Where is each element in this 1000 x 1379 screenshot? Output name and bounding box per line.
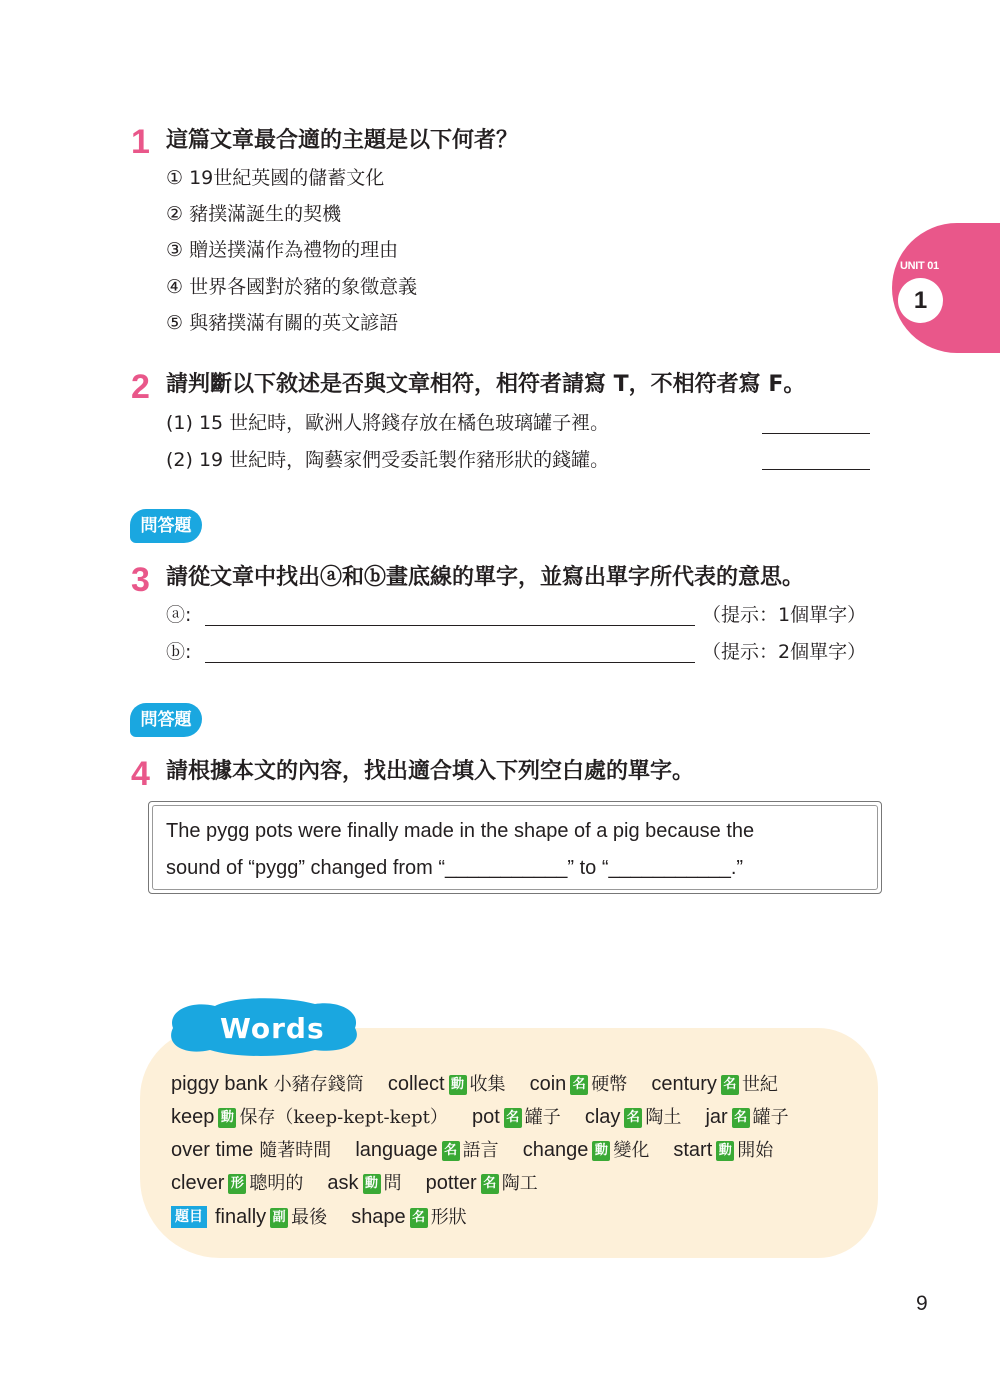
q1-option-2: ② 豬撲滿誕生的契機 (166, 203, 342, 225)
word-coin: coin (529, 1073, 567, 1095)
word-language: language (355, 1139, 438, 1161)
words-line-5 (171, 1206, 467, 1228)
q3-item-b-hint: （提示：2個單字） (702, 641, 867, 663)
q3-badge: 問答題 (130, 509, 202, 543)
word-collect-meaning: 收集 (469, 1074, 506, 1095)
q1-option-5: ⑤ 與豬撲滿有關的英文諺語 (166, 312, 399, 334)
word-change-meaning: 變化 (613, 1140, 650, 1161)
word-potter: potter (425, 1172, 477, 1194)
word-jar-meaning: 罐子 (752, 1107, 789, 1128)
q4-number: 4 (131, 755, 150, 793)
pos-noun-badge: 名 (504, 1108, 522, 1128)
pos-adj-badge: 形 (228, 1174, 246, 1194)
words-line-3 (171, 1140, 773, 1161)
q1-question: 這篇文章最合適的主題是以下何者？ (166, 128, 519, 153)
word-ask-meaning: 問 (383, 1173, 402, 1194)
words-line-1 (171, 1074, 778, 1095)
unit-number: 1 (898, 278, 943, 323)
word-shape: shape (351, 1206, 406, 1228)
words-title: Words (220, 1012, 325, 1045)
q2-number: 2 (131, 368, 150, 406)
pos-noun-badge: 名 (624, 1108, 642, 1128)
q3-answer-blank-a[interactable] (205, 625, 695, 626)
q3-question: 請從文章中找出ⓐ和ⓑ畫底線的單字，並寫出單字所代表的意思。 (166, 565, 805, 590)
pos-noun-badge: 名 (732, 1108, 750, 1128)
q2-answer-blank-1[interactable] (762, 433, 870, 434)
word-ask: ask (327, 1172, 359, 1194)
q1-option-1: ① 19世紀英國的儲蓄文化 (166, 167, 385, 189)
pos-noun-badge: 名 (721, 1075, 739, 1095)
word-clever-meaning: 聰明的 (249, 1173, 304, 1194)
word-over-time-meaning: 隨著時間 (259, 1140, 332, 1161)
pos-noun-badge: 名 (410, 1208, 428, 1228)
word-coin-meaning: 硬幣 (591, 1074, 628, 1095)
word-keep: keep (171, 1106, 215, 1128)
pos-noun-badge: 名 (570, 1075, 588, 1095)
pos-adv-badge: 副 (270, 1208, 288, 1228)
word-potter-meaning: 陶工 (501, 1173, 538, 1194)
q4-question: 請根據本文的內容，找出適合填入下列空白處的單字。 (166, 759, 695, 784)
unit-label: UNIT 01 (900, 260, 939, 272)
word-clever: clever (171, 1172, 225, 1194)
pos-verb-badge: 動 (716, 1141, 734, 1161)
word-finally: finally (215, 1206, 267, 1228)
words-line-2 (171, 1107, 789, 1128)
q2-statement-1: (1) 15 世紀時，歐洲人將錢存放在橘色玻璃罐子裡。 (166, 412, 610, 434)
word-century-meaning: 世紀 (741, 1074, 778, 1095)
word-pot-meaning: 罐子 (524, 1107, 561, 1128)
pos-verb-badge: 動 (363, 1174, 381, 1194)
word-finally-meaning: 最後 (291, 1207, 328, 1228)
pos-noun-badge: 名 (442, 1141, 460, 1161)
q3-answer-blank-b[interactable] (205, 662, 695, 663)
word-keep-meaning: 保存（keep-kept-kept） (239, 1107, 448, 1128)
word-piggy-bank-meaning: 小豬存錢筒 (273, 1074, 364, 1095)
q4-sentence-line-1: The pygg pots were finally made in the shape of a pig because the (166, 820, 755, 842)
word-clay-meaning: 陶土 (645, 1107, 682, 1128)
word-pot: pot (471, 1106, 500, 1128)
q3-number: 3 (131, 561, 150, 599)
q2-question: 請判斷以下敘述是否與文章相符，相符者請寫 T，不相符者寫 F。 (166, 372, 806, 397)
q2-statement-2: (2) 19 世紀時，陶藝家們受委託製作豬形狀的錢罐。 (166, 449, 610, 471)
q1-number: 1 (131, 123, 150, 161)
q3-item-a-hint: （提示：1個單字） (702, 604, 867, 626)
word-piggy-bank: piggy bank (171, 1073, 268, 1095)
q1-option-4: ④ 世界各國對於豬的象徵意義 (166, 276, 418, 298)
word-over-time: over time (171, 1139, 254, 1161)
word-start-meaning: 開始 (737, 1140, 774, 1161)
word-shape-meaning: 形狀 (430, 1207, 467, 1228)
q1-option-3: ③ 贈送撲滿作為禮物的理由 (166, 239, 399, 261)
question-words-tag: 題目 (171, 1206, 207, 1228)
word-collect: collect (387, 1073, 445, 1095)
word-jar: jar (705, 1106, 728, 1128)
page-number: 9 (916, 1292, 928, 1315)
q4-sentence-line-2[interactable]: sound of “pygg” changed from “___________” to “___________.” (166, 857, 744, 879)
word-century: century (651, 1073, 717, 1095)
q3-item-a-label: ⓐ: (166, 604, 192, 626)
q4-badge: 問答題 (130, 703, 202, 737)
pos-verb-badge: 動 (218, 1108, 236, 1128)
q2-answer-blank-2[interactable] (762, 469, 870, 470)
word-clay: clay (584, 1106, 621, 1128)
words-line-4 (171, 1173, 538, 1194)
pos-verb-badge: 動 (592, 1141, 610, 1161)
pos-noun-badge: 名 (481, 1174, 499, 1194)
word-start: start (673, 1139, 713, 1161)
word-language-meaning: 語言 (462, 1140, 499, 1161)
word-change: change (522, 1139, 589, 1161)
q3-item-b-label: ⓑ: (166, 641, 192, 663)
pos-verb-badge: 動 (449, 1075, 467, 1095)
